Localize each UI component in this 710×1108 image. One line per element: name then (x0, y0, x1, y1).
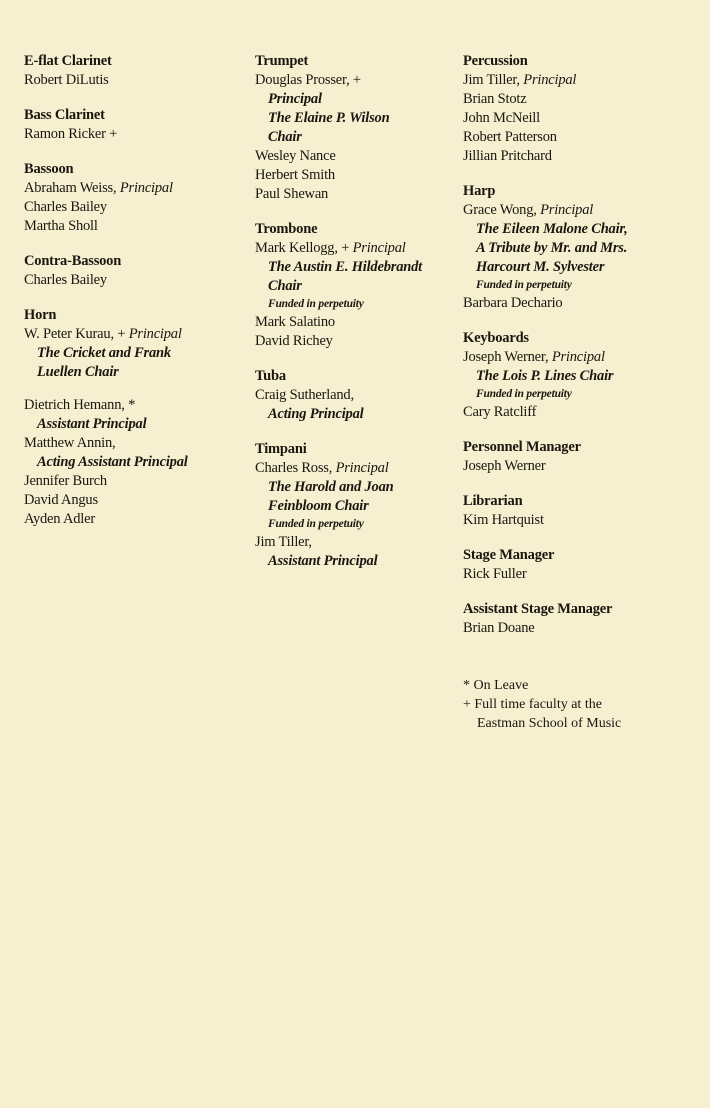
member-name (255, 185, 455, 204)
member-name-text: Rick Fuller (463, 566, 527, 582)
member-name (24, 434, 244, 453)
member-name (24, 491, 244, 510)
member-name (463, 90, 703, 109)
member-name (255, 239, 455, 258)
member-name-text: Robert Patterson (463, 129, 557, 145)
column-1 (24, 52, 244, 545)
section-heading: Trombone (255, 221, 318, 237)
member-name (463, 457, 703, 476)
section-timpani (255, 440, 455, 571)
member-name (463, 294, 703, 313)
section-heading: Assistant Stage Manager (463, 601, 613, 617)
section-heading: Horn (24, 307, 57, 323)
member-name-text: Brian Doane (463, 620, 535, 636)
member-name (24, 198, 244, 217)
member-title: Principal (335, 460, 389, 476)
member-name (463, 201, 703, 220)
member-title: Principal (119, 180, 173, 196)
member-name-text: Brian Stotz (463, 91, 527, 107)
chair-note: The Harold and Joan (268, 479, 394, 495)
member-name (24, 125, 244, 144)
member-name (24, 71, 244, 90)
member-name (255, 147, 455, 166)
member-name-text: Herbert Smith (255, 167, 335, 183)
member-name (463, 147, 703, 166)
funding-note: Funded in perpetuity (476, 279, 572, 291)
column-2 (255, 52, 455, 587)
section-harp (463, 182, 703, 313)
funding-note: Funded in perpetuity (268, 518, 364, 530)
member-name-text: Kim Hartquist (463, 512, 544, 528)
member-name-text: Paul Shewan (255, 186, 329, 202)
footnote-line: Eastman School of Music (477, 716, 622, 731)
member-name (255, 166, 455, 185)
section-bass-clarinet (24, 106, 244, 144)
member-name (255, 386, 455, 405)
spacer (24, 382, 244, 396)
chair-note: Assistant Principal (268, 553, 378, 569)
section-stage-manager (463, 546, 703, 584)
member-name (463, 128, 703, 147)
chair-note: Assistant Principal (37, 416, 147, 432)
member-name-text: Craig Sutherland, (255, 387, 354, 403)
member-name-text: David Richey (255, 333, 333, 349)
member-name-text: Grace Wong, (463, 202, 541, 218)
funding-note: Funded in perpetuity (476, 388, 572, 400)
member-name-text: Charles Ross, (255, 460, 336, 476)
footnotes (463, 676, 703, 733)
section-horn (24, 306, 244, 529)
member-title: Principal (523, 72, 577, 88)
member-name-text: Abraham Weiss, (24, 180, 120, 196)
member-name-text: Douglas Prosser, + (255, 72, 361, 88)
member-name (24, 510, 244, 529)
section-librarian (463, 492, 703, 530)
member-name-text: Charles Bailey (24, 199, 107, 215)
section-heading: Percussion (463, 53, 528, 69)
chair-note: Acting Principal (268, 406, 364, 422)
section-personnel-manager (463, 438, 703, 476)
section-assistant-stage-manager (463, 600, 703, 638)
footnote-line: + Full time faculty at the (463, 697, 602, 712)
section-heading: Tuba (255, 368, 286, 384)
footnote-line: * On Leave (463, 678, 529, 693)
section-heading: Stage Manager (463, 547, 555, 563)
section-heading: Librarian (463, 493, 523, 509)
member-name-text: W. Peter Kurau, + (24, 326, 129, 342)
member-name-text: Mark Salatino (255, 314, 335, 330)
member-name (463, 71, 703, 90)
section-heading: Keyboards (463, 330, 529, 346)
chair-note: The Austin E. Hildebrandt (268, 259, 422, 275)
member-name-text: Cary Ratcliff (463, 404, 537, 420)
member-name-text: John McNeill (463, 110, 540, 126)
member-name-text: Robert DiLutis (24, 72, 109, 88)
member-name (463, 109, 703, 128)
section-heading: Trumpet (255, 53, 309, 69)
chair-note: Acting Assistant Principal (37, 454, 188, 470)
section-heading: Bass Clarinet (24, 107, 105, 123)
funding-note: Funded in perpetuity (268, 298, 364, 310)
member-name-text: Mark Kellogg, + (255, 240, 353, 256)
chair-note: Principal (268, 91, 322, 107)
section-heading: Timpani (255, 441, 307, 457)
member-name-text: Jennifer Burch (24, 473, 107, 489)
member-name (463, 565, 703, 584)
chair-note: The Cricket and Frank (37, 345, 171, 361)
chair-note: Harcourt M. Sylvester (476, 259, 605, 275)
member-name-text: Joseph Werner, (463, 349, 552, 365)
section-heading: Contra-Bassoon (24, 253, 122, 269)
member-name (24, 271, 244, 290)
member-name (255, 313, 455, 332)
member-name (255, 459, 455, 478)
chair-note: A Tribute by Mr. and Mrs. (476, 240, 628, 256)
section-bassoon (24, 160, 244, 236)
chair-note: The Lois P. Lines Chair (476, 368, 614, 384)
member-title: Principal (540, 202, 594, 218)
section-heading: Personnel Manager (463, 439, 581, 455)
member-name-text: David Angus (24, 492, 98, 508)
member-name (463, 619, 703, 638)
member-name-text: Dietrich Hemann, * (24, 397, 136, 413)
member-name (255, 533, 455, 552)
chair-note: The Elaine P. Wilson (268, 110, 390, 126)
section-trumpet (255, 52, 455, 204)
member-name (24, 217, 244, 236)
section-keyboards (463, 329, 703, 422)
member-name-text: Charles Bailey (24, 272, 107, 288)
member-title: Principal (352, 240, 406, 256)
section-heading: Harp (463, 183, 496, 199)
member-name-text: Jillian Pritchard (463, 148, 552, 164)
member-name (24, 179, 244, 198)
member-name (463, 403, 703, 422)
chair-note: Chair (268, 129, 302, 145)
member-name (24, 396, 244, 415)
member-name-text: Ayden Adler (24, 511, 95, 527)
section-contra-bassoon (24, 252, 244, 290)
column-3 (463, 52, 703, 733)
section-e-flat-clarinet (24, 52, 244, 90)
member-name-text: Jim Tiller, (255, 534, 312, 550)
member-title: Principal (551, 349, 605, 365)
member-name-text: Joseph Werner (463, 458, 546, 474)
member-title: Principal (128, 326, 182, 342)
chair-note: The Eileen Malone Chair, (476, 221, 628, 237)
member-name (255, 332, 455, 351)
member-name-text: Wesley Nance (255, 148, 336, 164)
member-name (463, 348, 703, 367)
chair-note: Luellen Chair (37, 364, 119, 380)
chair-note: Chair (268, 278, 302, 294)
member-name (463, 511, 703, 530)
section-percussion (463, 52, 703, 166)
member-name-text: Jim Tiller, (463, 72, 524, 88)
member-name-text: Ramon Ricker + (24, 126, 118, 142)
section-heading: Bassoon (24, 161, 74, 177)
member-name-text: Barbara Dechario (463, 295, 563, 311)
member-name (24, 472, 244, 491)
member-name (24, 325, 244, 344)
section-tuba (255, 367, 455, 424)
section-heading: E-flat Clarinet (24, 53, 112, 69)
section-trombone (255, 220, 455, 351)
chair-note: Feinbloom Chair (268, 498, 369, 514)
member-name-text: Martha Sholl (24, 218, 98, 234)
member-name-text: Matthew Annin, (24, 435, 116, 451)
member-name (255, 71, 455, 90)
